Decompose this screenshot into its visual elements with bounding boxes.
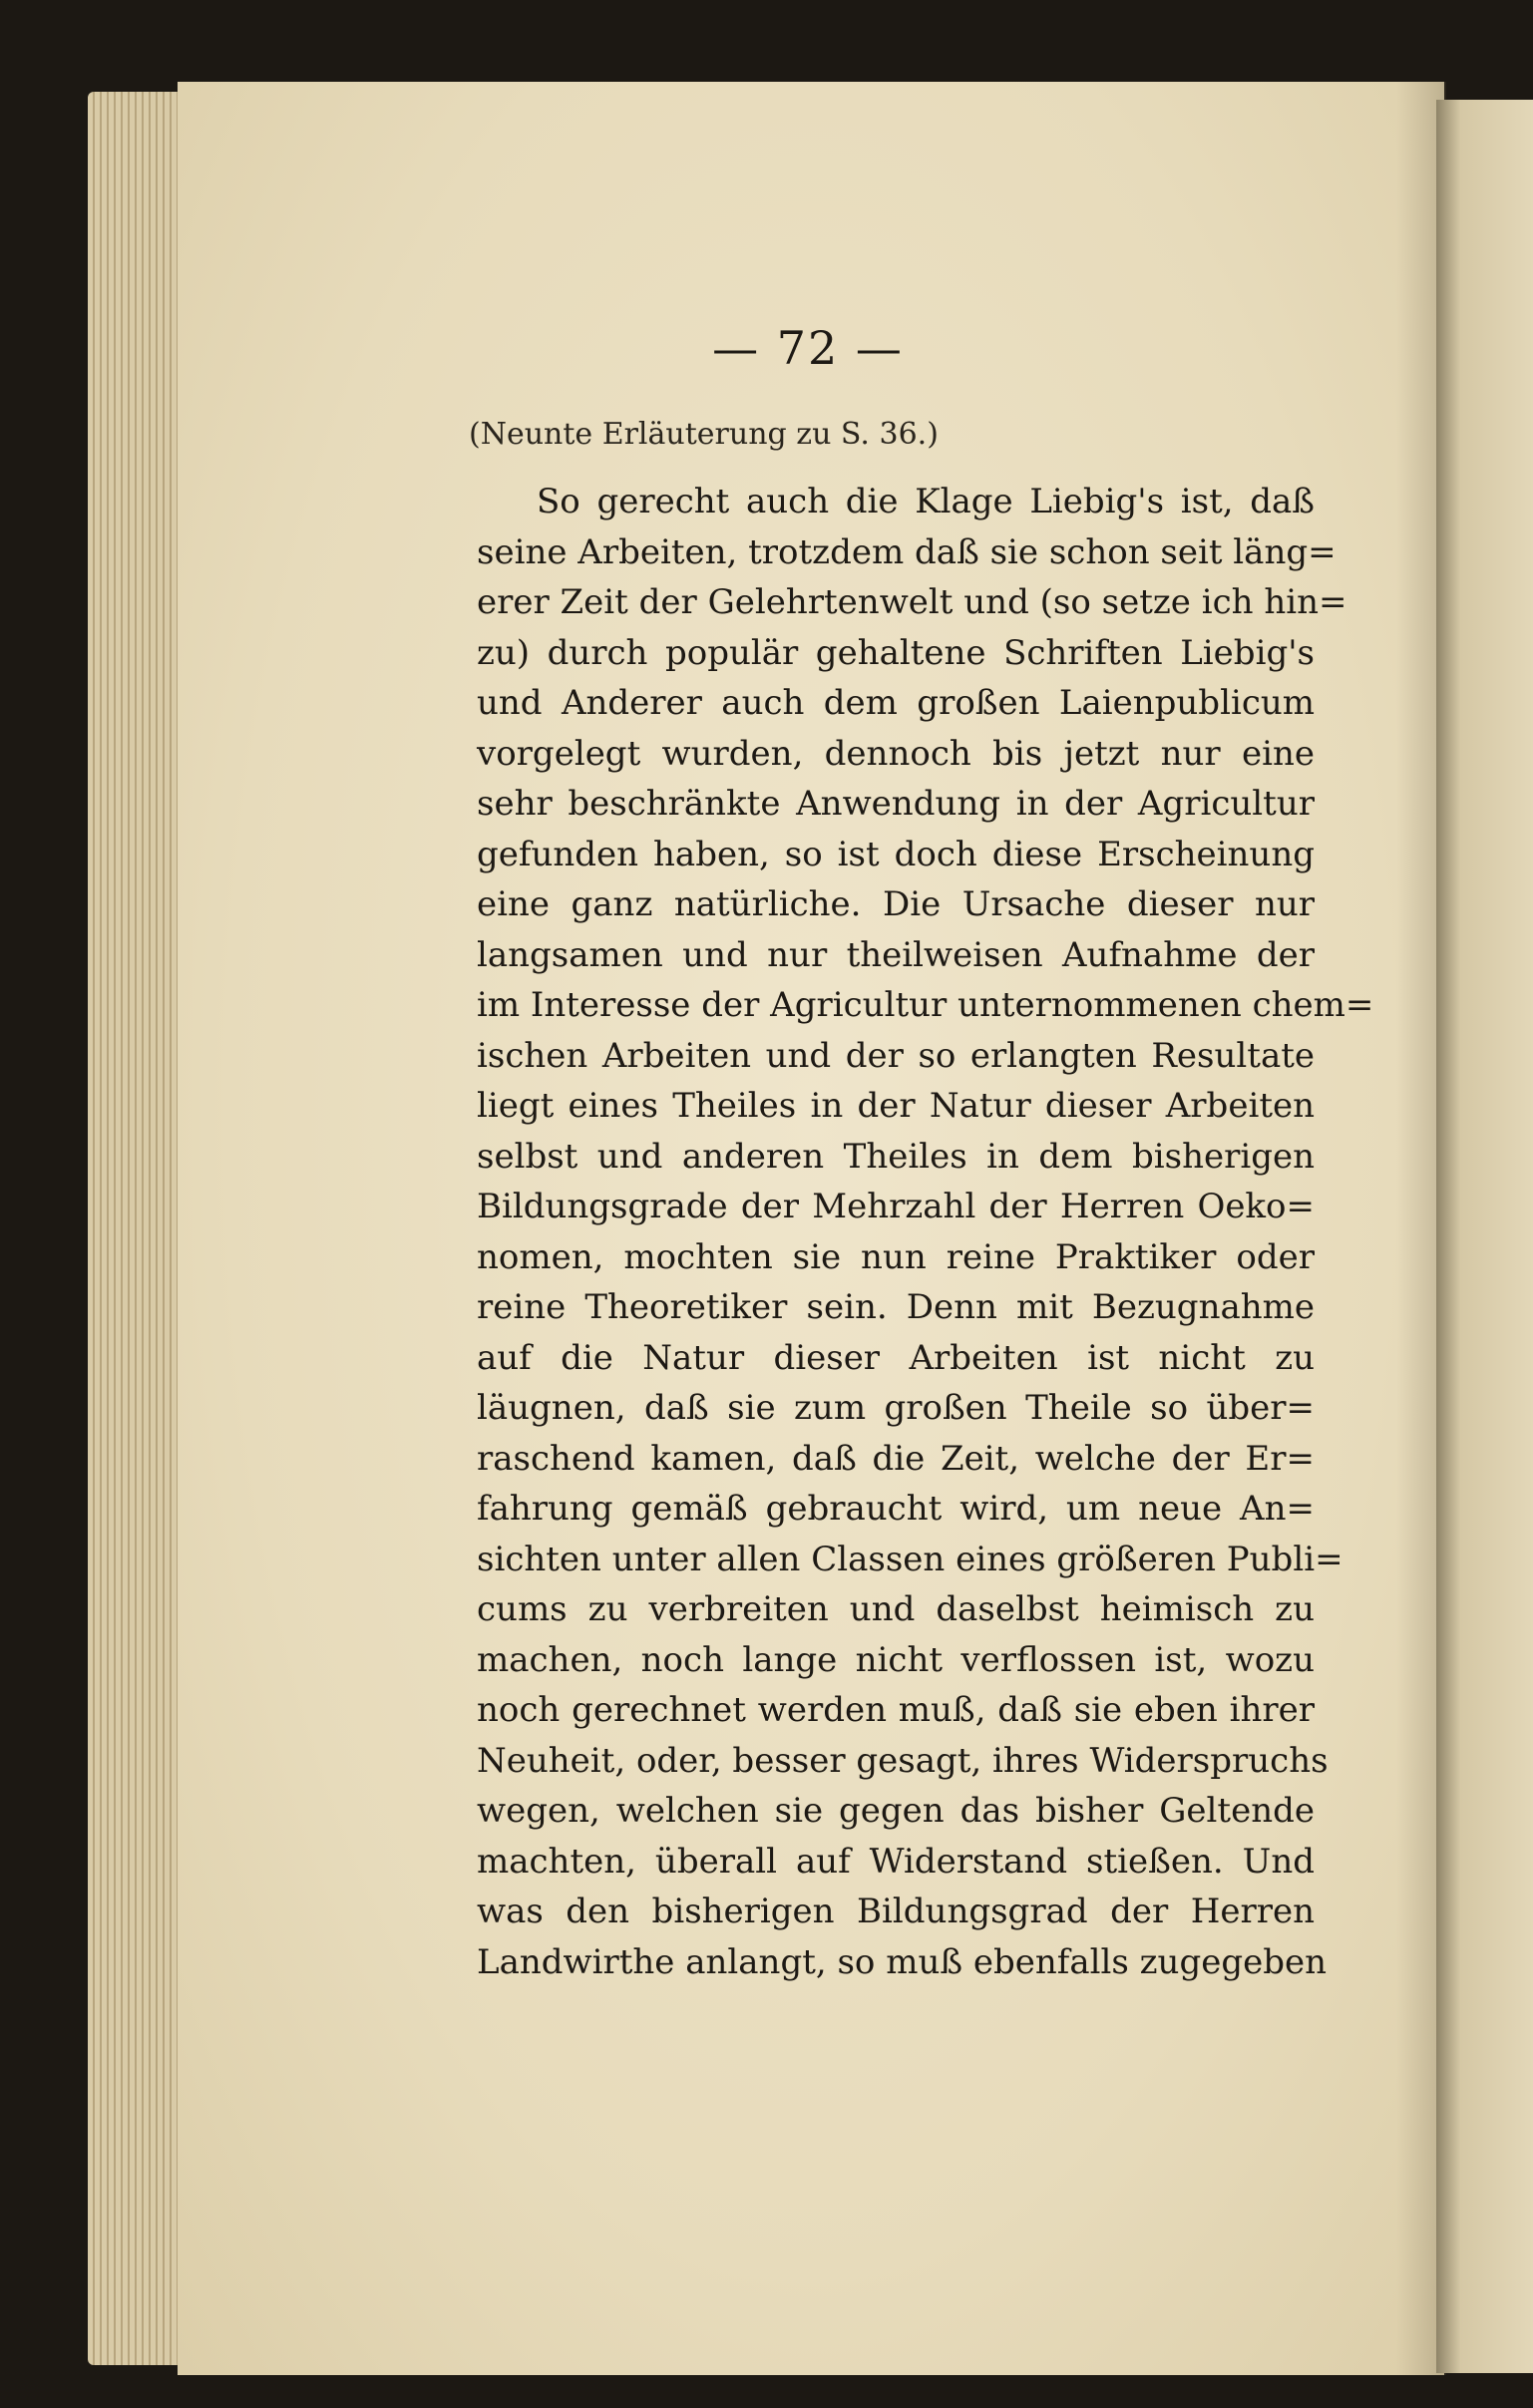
facing-page-edge — [1436, 100, 1533, 2373]
text-line: fahrung gemäß gebraucht wird, um neue An= — [477, 1489, 1315, 1529]
page-number: — 72 — — [712, 321, 904, 375]
text-line: auf die Natur dieser Arbeiten ist nicht zu — [477, 1337, 1315, 1378]
text-line: liegt eines Theiles in der Natur dieser Arbeiten — [477, 1086, 1315, 1126]
text-line: gefunden haben, so ist doch diese Erscheinung — [477, 834, 1315, 874]
text-line: machen, noch lange nicht verflossen ist, wozu — [477, 1639, 1315, 1680]
text-line: langsamen und nur theilweisen Aufnahme der — [477, 934, 1315, 975]
text-line: nomen, mochten sie nun reine Praktiker oder — [477, 1236, 1315, 1277]
text-line: sehr beschränkte Anwendung in der Agricultur — [477, 784, 1315, 824]
text-line: wegen, welchen sie gegen das bisher Geltende — [477, 1791, 1315, 1831]
text-line: was den bisherigen Bildungsgrad der Herren — [477, 1892, 1315, 1931]
text-line: zu) durch populär gehaltene Schriften Liebig's — [477, 632, 1315, 673]
text-line: machten, überall auf Widerstand stießen. Und — [477, 1841, 1315, 1882]
text-line: vorgelegt wurden, dennoch bis jetzt nur eine — [477, 733, 1315, 774]
text-line: Bildungsgrade der Mehrzahl der Herren Oeko= — [477, 1187, 1315, 1226]
section-heading: (Neunte Erläuterung zu S. 36.) — [469, 417, 939, 452]
body-text — [477, 477, 1374, 1987]
text-line: So gerecht auch die Klage Liebig's ist, daß — [537, 482, 1315, 521]
text-line: noch gerechnet werden muß, daß sie eben ihrer — [477, 1690, 1315, 1730]
text-line: erer Zeit der Gelehrtenwelt und (so setze ich hin= — [477, 582, 1347, 622]
text-line: selbst und anderen Theiles in dem bisherigen — [477, 1136, 1315, 1177]
text-line: läugnen, daß sie zum großen Theile so über= — [477, 1388, 1315, 1428]
text-line: ischen Arbeiten und der so erlangten Resultate — [477, 1035, 1315, 1076]
text-line: cums zu verbreiten und daselbst heimisch zu — [477, 1589, 1315, 1629]
text-line: sichten unter allen Classen eines größeren Publi= — [477, 1539, 1343, 1579]
text-line: reine Theoretiker sein. Denn mit Bezugnahme — [477, 1287, 1315, 1327]
text-line: und Anderer auch dem großen Laienpublicum — [477, 683, 1315, 723]
text-line: im Interesse der Agricultur unternommenen chem= — [477, 985, 1374, 1025]
text-line: Neuheit, oder, besser gesagt, ihres Widerspruchs — [477, 1740, 1329, 1781]
text-line: eine ganz natürliche. Die Ursache dieser nur — [477, 884, 1315, 924]
text-line: raschend kamen, daß die Zeit, welche der Er= — [477, 1438, 1315, 1479]
text-line: Landwirthe anlangt, so muß ebenfalls zugegeben — [477, 1941, 1327, 1982]
text-line: seine Arbeiten, trotzdem daß sie schon seit läng= — [477, 531, 1337, 572]
